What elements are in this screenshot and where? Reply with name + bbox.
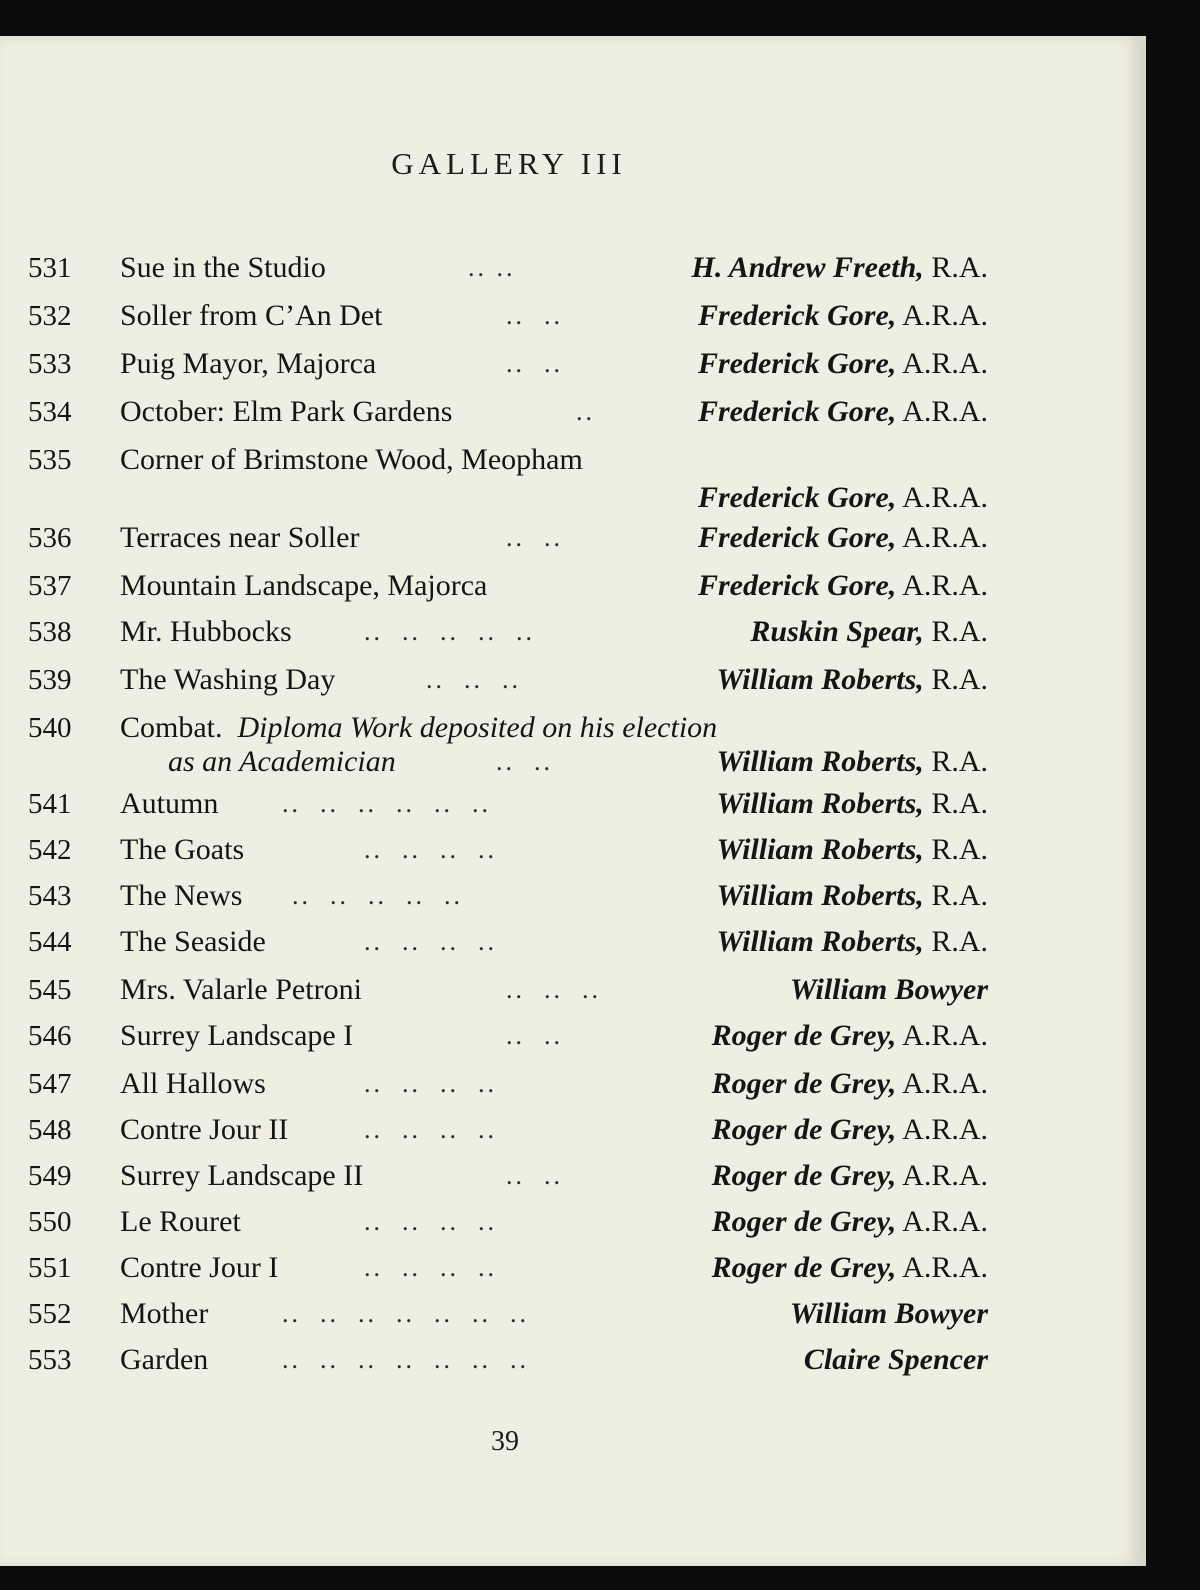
- artist-honor: R.A.: [931, 925, 988, 958]
- list-item-continuation: [28, 742, 988, 782]
- entry-number: 548: [28, 1114, 72, 1146]
- artist-name: Frederick Gore,: [698, 481, 897, 514]
- leader-dots: .. ..: [506, 1021, 563, 1050]
- entry-number: 540: [28, 712, 72, 744]
- list-item: [28, 660, 988, 700]
- entry-number: 543: [28, 880, 72, 912]
- leader-dots: .. .. .. ..: [364, 1207, 497, 1236]
- entry-number: 539: [28, 664, 72, 696]
- leader-dots: .. .. .. ..: [364, 835, 497, 864]
- entry-title: Garden: [120, 1343, 209, 1376]
- list-item: [28, 784, 988, 824]
- leader-dots: .. .. .. .. .. ..: [282, 789, 491, 818]
- artist-name: Roger de Grey,: [711, 1019, 897, 1052]
- leader-dots: .. ..: [506, 301, 563, 330]
- list-item: [28, 1202, 988, 1242]
- entry-number: 542: [28, 834, 72, 866]
- artist-name: Frederick Gore,: [698, 299, 897, 332]
- list-item: [28, 612, 988, 652]
- entry-artist: [712, 1202, 988, 1242]
- entry-artist: [692, 248, 988, 288]
- entry-artist: [712, 1248, 988, 1288]
- entry-number: 549: [28, 1160, 72, 1192]
- entry-number: 536: [28, 522, 72, 554]
- entry-title: Autumn: [120, 787, 219, 820]
- entry-number: 537: [28, 570, 72, 602]
- leader-dots: .. ..: [468, 253, 516, 282]
- page-number: 39: [491, 1426, 519, 1457]
- artist-name: Frederick Gore,: [698, 347, 897, 380]
- list-item: [28, 344, 988, 384]
- artist-honor: A.R.A.: [902, 1113, 988, 1146]
- artist-honor: A.R.A.: [902, 395, 988, 428]
- entry-title: Surrey Landscape II: [120, 1159, 364, 1192]
- entry-number: 534: [28, 396, 72, 428]
- artist-name: Roger de Grey,: [711, 1113, 897, 1146]
- entry-artist: [712, 1016, 988, 1056]
- artist-honor: A.R.A.: [902, 1159, 988, 1192]
- artist-name: Frederick Gore,: [698, 569, 897, 602]
- leader-dots: .. .. ..: [426, 665, 521, 694]
- leader-dots: .. .. ..: [506, 975, 601, 1004]
- list-item: [28, 296, 988, 336]
- leader-dots: .. ..: [496, 747, 553, 776]
- entry-title-text: Combat.: [120, 711, 223, 744]
- list-item: [28, 922, 988, 962]
- list-item: [28, 1110, 988, 1150]
- leader-dots: .. .. .. .. ..: [292, 881, 463, 910]
- artist-name: H. Andrew Freeth,: [691, 251, 924, 284]
- artist-honor: R.A.: [931, 833, 988, 866]
- entry-number: 531: [28, 252, 72, 284]
- artist-name: Roger de Grey,: [711, 1159, 897, 1192]
- artist-honor: A.R.A.: [902, 569, 988, 602]
- list-item: [28, 440, 988, 480]
- artist-name: William Roberts,: [716, 833, 924, 866]
- entry-title: October: Elm Park Gardens: [120, 395, 453, 428]
- list-item: [28, 1016, 988, 1056]
- artist-honor: R.A.: [931, 879, 988, 912]
- artist-name: Roger de Grey,: [711, 1205, 897, 1238]
- entry-artist: [698, 296, 988, 336]
- artist-honor: A.R.A.: [902, 1067, 988, 1100]
- artist-name: William Roberts,: [716, 745, 924, 778]
- entry-artist: [698, 392, 988, 432]
- leader-dots: .. .. .. ..: [364, 1115, 497, 1144]
- leader-dots: .. .. .. ..: [364, 927, 497, 956]
- entry-number: 547: [28, 1068, 72, 1100]
- entry-number: 544: [28, 926, 72, 958]
- list-item: [28, 1064, 988, 1104]
- entry-artist: [750, 612, 988, 652]
- list-item: [28, 1340, 988, 1380]
- entry-title: The Goats: [120, 833, 245, 866]
- artist-honor: A.R.A.: [902, 299, 988, 332]
- entry-title: Contre Jour II: [120, 1113, 289, 1146]
- entry-number: 553: [28, 1344, 72, 1376]
- page-title: GALLERY III: [391, 146, 627, 181]
- artist-name: William Roberts,: [716, 663, 924, 696]
- artist-name: Claire Spencer: [803, 1343, 988, 1376]
- entry-title: The News: [120, 879, 243, 912]
- entry-artist: [698, 344, 988, 384]
- artist-name: Roger de Grey,: [711, 1251, 897, 1284]
- entry-title: Mr. Hubbocks: [120, 615, 292, 648]
- entry-artist: [698, 566, 988, 606]
- entry-artist: [712, 1110, 988, 1150]
- artist-honor: A.R.A.: [902, 1205, 988, 1238]
- entry-number: 550: [28, 1206, 72, 1238]
- leader-dots: ..: [576, 397, 595, 426]
- leader-dots: .. .. .. .. ..: [364, 617, 535, 646]
- entry-title: All Hallows: [120, 1067, 266, 1100]
- entry-title: Sue in the Studio: [120, 251, 326, 284]
- artist-honor: A.R.A.: [902, 481, 988, 514]
- leader-dots: .. .. .. .. .. .. ..: [282, 1299, 529, 1328]
- entry-note: Diploma Work deposited on his election: [237, 711, 718, 744]
- entry-title: Soller from C’An Det: [120, 299, 383, 332]
- entry-title: The Washing Day: [120, 663, 336, 696]
- list-item: [28, 1156, 988, 1196]
- artist-honor: A.R.A.: [902, 1251, 988, 1284]
- entry-number: 552: [28, 1298, 72, 1330]
- list-item-continuation: [28, 478, 988, 518]
- leader-dots: .. .. .. .. .. .. ..: [282, 1345, 529, 1374]
- leader-dots: .. ..: [506, 349, 563, 378]
- artist-name: Frederick Gore,: [698, 521, 897, 554]
- entry-number: 541: [28, 788, 72, 820]
- leader-dots: .. ..: [506, 523, 563, 552]
- entry-artist: [717, 830, 988, 870]
- entry-title: The Seaside: [120, 925, 266, 958]
- artist-name: William Roberts,: [716, 925, 924, 958]
- entry-artist: [790, 1294, 988, 1334]
- entry-artist: [804, 1340, 988, 1380]
- entry-artist: [717, 876, 988, 916]
- artist-name: William Roberts,: [716, 787, 924, 820]
- entry-title: Corner of Brimstone Wood, Meopham: [120, 443, 583, 476]
- entry-artist: [717, 922, 988, 962]
- artist-honor: R.A.: [931, 251, 988, 284]
- entry-artist: [712, 1064, 988, 1104]
- entry-artist: [717, 742, 988, 782]
- list-item: [28, 830, 988, 870]
- list-item: [28, 248, 988, 288]
- entry-artist: [698, 518, 988, 558]
- list-item: [28, 392, 988, 432]
- entry-note: as an Academician: [168, 745, 396, 778]
- catalogue-page: [0, 36, 1146, 1566]
- entry-title: Surrey Landscape I: [120, 1019, 354, 1052]
- entry-title: Mother: [120, 1297, 209, 1330]
- list-item: [28, 970, 988, 1010]
- artist-honor: A.R.A.: [902, 521, 988, 554]
- leader-dots: .. .. .. ..: [364, 1253, 497, 1282]
- leader-dots: .. .. .. ..: [364, 1069, 497, 1098]
- entry-number: 546: [28, 1020, 72, 1052]
- artist-honor: R.A.: [931, 663, 988, 696]
- artist-name: Frederick Gore,: [698, 395, 897, 428]
- artist-honor: R.A.: [931, 745, 988, 778]
- artist-honor: R.A.: [931, 787, 988, 820]
- entry-artist: [717, 660, 988, 700]
- artist-name: William Bowyer: [789, 1297, 988, 1330]
- entry-title: Terraces near Soller: [120, 521, 360, 554]
- entry-number: 538: [28, 616, 72, 648]
- artist-honor: A.R.A.: [902, 1019, 988, 1052]
- list-item: [28, 1294, 988, 1334]
- entry-number: 545: [28, 974, 72, 1006]
- list-item: [28, 876, 988, 916]
- entry-number: 535: [28, 444, 72, 476]
- entry-title: Puig Mayor, Majorca: [120, 347, 377, 380]
- list-item: [28, 566, 988, 606]
- entry-artist: [790, 970, 988, 1010]
- entry-number: 551: [28, 1252, 72, 1284]
- entry-title: Le Rouret: [120, 1205, 241, 1238]
- artist-name: Roger de Grey,: [711, 1067, 897, 1100]
- list-item: [28, 1248, 988, 1288]
- entry-title: Contre Jour I: [120, 1251, 279, 1284]
- entry-artist: [717, 784, 988, 824]
- entry-artist: [698, 478, 988, 518]
- list-item: [28, 518, 988, 558]
- entry-title: Mountain Landscape, Majorca: [120, 569, 488, 602]
- entry-title: Mrs. Valarle Petroni: [120, 973, 362, 1006]
- artist-honor: A.R.A.: [902, 347, 988, 380]
- artist-honor: R.A.: [931, 615, 988, 648]
- artist-name: William Roberts,: [716, 879, 924, 912]
- artist-name: Ruskin Spear,: [750, 615, 924, 648]
- entry-number: 532: [28, 300, 72, 332]
- artist-name: William Bowyer: [789, 973, 988, 1006]
- entry-number: 533: [28, 348, 72, 380]
- leader-dots: .. ..: [506, 1161, 563, 1190]
- entry-artist: [712, 1156, 988, 1196]
